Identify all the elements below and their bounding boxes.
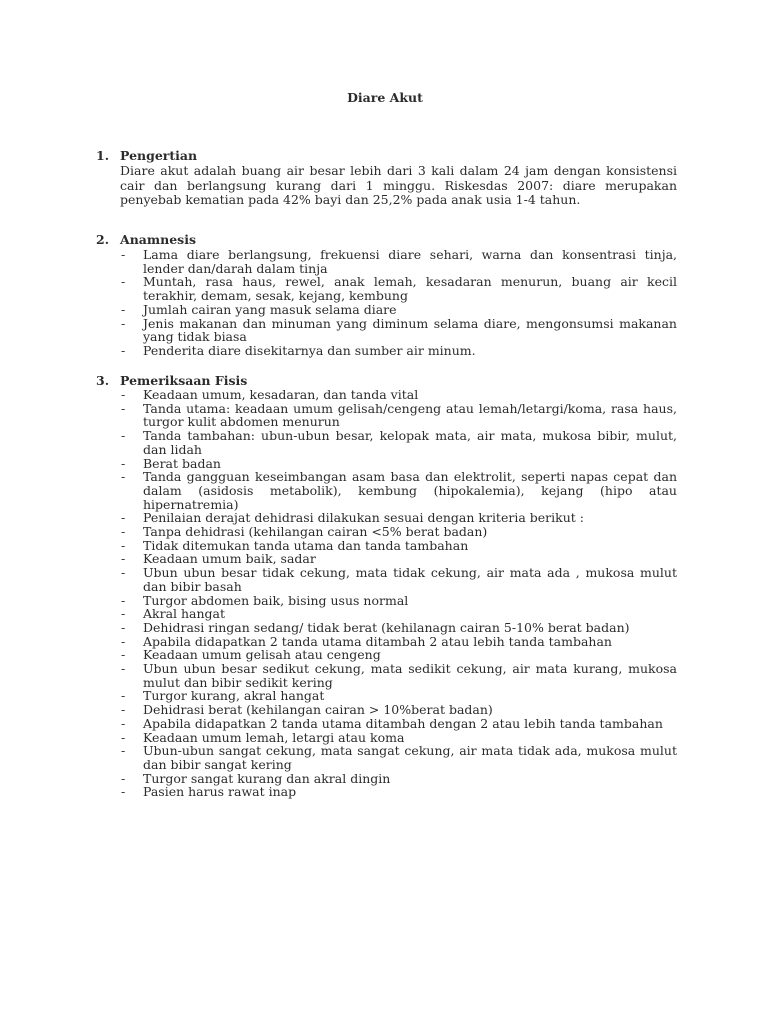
bullet-dash: -	[121, 455, 126, 471]
list-item	[120, 731, 677, 745]
section-heading-anamnesis	[96, 233, 196, 247]
list-item	[120, 552, 677, 566]
list-item	[120, 275, 677, 302]
bullet-dash: -	[121, 387, 126, 402]
list-item-text: Apabila didapatkan 2 tanda utama ditambah dengan 2 atau lebih tanda tambahan	[143, 715, 663, 731]
section-heading-pengertian	[96, 149, 197, 163]
list-item	[120, 388, 677, 402]
bullet-dash: -	[121, 715, 126, 731]
list-item-text: Jenis makanan dan minuman yang diminum selama diare, mengonsumsi makanan yang tidak biasa	[143, 315, 677, 345]
list-item-text: Ubun ubun besar tidak cekung, mata tidak cekung, air mata ada , mukosa mulut dan bibir basah	[143, 565, 677, 594]
bullet-dash: -	[121, 524, 126, 540]
section-title: Anamnesis	[120, 232, 196, 247]
bullet-dash: -	[121, 537, 126, 553]
bullet-dash: -	[121, 565, 126, 581]
section-number: 3.	[96, 373, 110, 388]
list-item-text: Keadaan umum lemah, letargi atau koma	[143, 729, 405, 745]
section-title: Pemeriksaan Fisis	[120, 373, 248, 388]
section-title: Pengertian	[120, 148, 198, 163]
list-item	[120, 566, 677, 593]
bullet-dash: -	[121, 688, 126, 704]
list-item	[120, 662, 677, 689]
bullet-dash: -	[121, 274, 126, 290]
list-item-text: Tanda utama: keadaan umum gelisah/cengeng atau lemah/letargi/koma, rasa haus, turgor kulit abdomen menurun	[143, 400, 677, 430]
list-item-text: Berat badan	[143, 455, 221, 471]
list-item	[120, 785, 677, 799]
bullet-dash: -	[121, 342, 126, 358]
list-item-text: Dehidrasi berat (kehilangan cairan > 10%berat badan)	[143, 702, 493, 718]
list-item-text: Lama diare berlangsung, frekuensi diare sehari, warna dan konsentrasi tinja, lender dan/darah dalam tinja	[143, 247, 677, 276]
list-item-text: Jumlah cairan yang masuk selama diare	[143, 301, 397, 317]
bullet-dash: -	[121, 315, 126, 331]
bullet-dash: -	[121, 647, 126, 663]
list-item	[120, 703, 677, 717]
list-item-text: Keadaan umum baik, sadar	[143, 551, 316, 567]
list-item	[120, 648, 677, 662]
bullet-dash: -	[121, 301, 126, 317]
section-number: 1.	[96, 148, 110, 163]
bullet-dash: -	[121, 702, 126, 718]
bullet-dash: -	[121, 606, 126, 622]
section-paragraph-pengertian: Diare akut adalah buang air besar lebih dari 3 kali dalam 24 jam dengan konsistensi cair dan berlangsung kurang dari 1 minggu. Riskesdas 2007: diare merupakan penyebab kematian pada 42% bayi dan 25,2% pada anak usia 1-4 tahun.	[120, 163, 677, 207]
bullet-dash: -	[121, 619, 126, 635]
bullet-dash: -	[121, 729, 126, 745]
bullet-dash: -	[121, 551, 126, 567]
list-item-text: Dehidrasi ringan sedang/ tidak berat (kehilanagn cairan 5-10% berat badan)	[143, 619, 630, 635]
bullet-dash: -	[121, 247, 126, 262]
list-item	[120, 470, 677, 511]
list-item-text: Penilaian derajat dehidrasi dilakukan sesuai dengan kriteria berikut :	[143, 510, 584, 526]
bullet-dash: -	[121, 469, 126, 485]
list-item	[120, 511, 677, 525]
list-item	[120, 525, 677, 539]
list-item-text: Apabila didapatkan 2 tanda utama ditambah 2 atau lebih tanda tambahan	[143, 633, 612, 649]
list-item	[120, 539, 677, 553]
bullet-dash: -	[121, 510, 126, 526]
list-item-text: Ubun ubun besar sedikut cekung, mata sedikit cekung, air mata kurang, mukosa mulut dan bibir sedikit kering	[143, 661, 677, 690]
list-item-text: Ubun-ubun sangat cekung, mata sangat cekung, air mata tidak ada, mukosa mulut dan bibir sangat kering	[143, 743, 677, 772]
pemeriksaan-fisis-list	[120, 388, 677, 799]
list-item-text: Tanda gangguan keseimbangan asam basa dan elektrolit, seperti napas cepat dan dalam (asidosis metabolik), kembung (hipokalemia), kejang (hipo atau hipernatremia)	[143, 469, 677, 512]
list-item-text: Keadaan umum, kesadaran, dan tanda vital	[143, 387, 419, 402]
list-item	[120, 635, 677, 649]
list-item	[120, 457, 677, 471]
section-number: 2.	[96, 232, 110, 247]
list-item	[120, 717, 677, 731]
bullet-dash: -	[121, 428, 126, 444]
list-item-text: Keadaan umum gelisah atau cengeng	[143, 647, 381, 663]
list-item	[120, 744, 677, 771]
list-item	[120, 248, 677, 275]
section-heading-pemeriksaan-fisis	[96, 374, 247, 388]
document-title: Diare Akut	[347, 90, 423, 105]
list-item	[120, 429, 677, 456]
list-item-text: Penderita diare disekitarnya dan sumber air minum.	[143, 342, 476, 358]
list-item	[120, 303, 677, 317]
list-item	[120, 402, 677, 429]
bullet-dash: -	[121, 743, 126, 759]
list-item-text: Turgor abdomen baik, bising usus normal	[143, 592, 409, 608]
list-item	[120, 621, 677, 635]
list-item-text: Pasien harus rawat inap	[143, 784, 297, 800]
list-item	[120, 689, 677, 703]
bullet-dash: -	[121, 400, 126, 416]
list-item-text: Akral hangat	[143, 606, 226, 622]
list-item-text: Tanpa dehidrasi (kehilangan cairan <5% berat badan)	[143, 524, 488, 540]
bullet-dash: -	[121, 770, 126, 786]
list-item	[120, 317, 677, 344]
list-item	[120, 607, 677, 621]
list-item-text: Tanda tambahan: ubun-ubun besar, kelopak mata, air mata, mukosa bibir, mulut, dan lidah	[143, 428, 677, 457]
bullet-dash: -	[121, 633, 126, 649]
list-item	[120, 772, 677, 786]
list-item-text: Turgor sangat kurang dan akral dingin	[143, 770, 391, 786]
list-item-text: Muntah, rasa haus, rewel, anak lemah, kesadaran menurun, buang air kecil terakhir, demam, sesak, kejang, kembung	[143, 274, 677, 304]
list-item	[120, 594, 677, 608]
bullet-dash: -	[121, 592, 126, 608]
list-item	[120, 344, 677, 358]
list-item-text: Turgor kurang, akral hangat	[143, 688, 325, 704]
anamnesis-list	[120, 248, 677, 358]
bullet-dash: -	[121, 784, 126, 800]
bullet-dash: -	[121, 661, 126, 677]
list-item-text: Tidak ditemukan tanda utama dan tanda tambahan	[143, 537, 469, 553]
